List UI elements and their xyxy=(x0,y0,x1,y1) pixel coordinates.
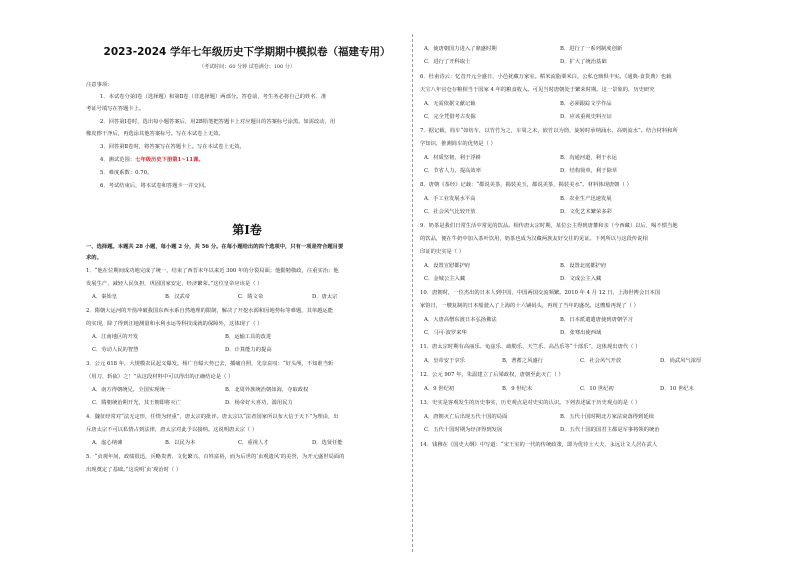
answer-option: B．北周外族统治朝如海，夺取政权 xyxy=(225,387,309,393)
answer-option: D．唐太宗 xyxy=(312,294,338,300)
exam-title: 2023-2024 学年七年级历史下学期期中模拟卷（福建专用） xyxy=(103,46,391,58)
question-text: 出现奠定了基础。”这说明‘贞’观治时（ ） xyxy=(86,467,182,473)
notice-range-label: 4．测试范围： xyxy=(100,157,136,163)
answer-option: C．重视人才 xyxy=(238,440,269,446)
answer-option: D．扩大了统治基础 xyxy=(560,59,607,65)
answer-option: B．设置北庭都护府 xyxy=(560,263,607,269)
answer-option: A．江南地区的开发 xyxy=(92,334,139,340)
question-text: 10．唐朝时，一位杰出的日本人到中国，中国两国交流频繁。2010 年 4 月 12 日，上海世博会日本国 xyxy=(420,290,661,296)
answer-option: C．完全凭借考古发掘 xyxy=(424,114,476,120)
notice-item: 3．回答第Ⅱ卷时，将答案写在答题卡上。写在本试卷上无效。 xyxy=(100,144,245,150)
answer-option: D．文化艺术繁荣多彩 xyxy=(560,209,612,215)
answer-option: D．结构简单，利于除草 xyxy=(560,168,618,174)
answer-option: D．五代十国的国君主都是军事将领的统治 xyxy=(560,427,660,433)
question-text: 9．奶茶是我们日常生活中常见的饮品。相传唐太宗时期，某位公主得到唐蕃和亲（今西藏）以后，喝不惯当地 xyxy=(420,223,678,229)
answer-option: A．皇帝安于享乐 xyxy=(424,358,465,364)
question-text: 1．“他在位期间成功地完成了统一，结束了西晋末年以来近 300 年的分裂局面；他勤勉敬政，注重实治；他 xyxy=(86,268,339,274)
answer-option: C．马可·波罗来华 xyxy=(424,330,467,336)
answer-option: C．金城公主入藏 xyxy=(424,276,466,282)
answer-option: B．农业生产迅速发展 xyxy=(560,196,612,202)
question-text: 11．唐太宗时期有高丽乐、龟兹乐、疏勒乐、天竺乐、高昌乐等“十部乐”，这体现出唐代（ ） xyxy=(420,344,641,350)
notice-item: 6．考试结束后，将本试卷和答题卡一并交回。 xyxy=(100,183,210,189)
question-text: 家馆日，一艘复制的日本船驶入了上海的十六铺码头，再现了当年的盛况。这艘船再现了（ ） xyxy=(420,303,639,309)
column-divider xyxy=(412,34,413,552)
answer-option: B．9 世纪末 xyxy=(502,386,533,392)
notice-item: 2．回答第Ⅰ卷时，选出每小题答案后，用2B铅笔把答题卡上对应题目的答案标号涂黑。如需改动，用 xyxy=(100,119,336,125)
notice-item xyxy=(100,155,204,163)
answer-option: B．五代十国时期北方家法衰落得到延续 xyxy=(560,414,654,420)
answer-option: D．选贤任能 xyxy=(312,440,343,446)
answer-option: A．无需依据文献记载 xyxy=(424,101,476,107)
answer-option: D．文成公主入藏 xyxy=(560,276,602,282)
answer-option: B．以民为本 xyxy=(165,440,196,446)
question-text: 12．公元 907 年，朱温建立了后梁政权，唐朝至此灭亡（ ） xyxy=(420,372,564,378)
answer-option: B．必须跟踪文学作品 xyxy=(560,101,612,107)
answer-option: A．秦始皇 xyxy=(92,294,118,300)
answer-option: B．日本派遣遣唐使到唐朝学习 xyxy=(560,317,633,323)
answer-option: B．进行了一系列制度创新 xyxy=(560,46,623,52)
answer-option: C．隋朝统治期开光，其王朝即将灭亡 xyxy=(92,400,181,406)
question-text: 3．公元 618 年，大规模农民起义爆发。杨广自缢大势已去，插痛自照，先奈哀叹：“好头颅，不知谁当斩 xyxy=(86,361,334,367)
notice-item: 橡皮擦干净后，再选涂其他答案标号。写在本试卷上无效。 xyxy=(86,131,224,137)
question-text: 6．杜甫诗云：忆昔开元全盛日，小邑犹藏万家室。稻米流脂粟米白，公私仓廪俱丰实。《通典·食货典》也载 xyxy=(420,74,672,80)
question-text: 13．史实是客观发生的历史事实，历史观点是对史实的认识。下列表述属于历史观点的是（ ） xyxy=(420,400,641,406)
question-text: 4．魏征经常对“法无定形，任情为轻重”，唐太宗的批评。唐太宗以“法者国家所以布大信于天下”为理由，出 xyxy=(86,414,339,420)
notice-item: 考证号填写在答题卡上。 xyxy=(86,106,145,112)
question-text: 天宝八年官仓存粮相当于国家 4 年的粮食收入。可见当时唐朝处于繁荣时期。这一景象的，历史研究 xyxy=(420,87,655,93)
answer-option: D．10 世纪末 xyxy=(660,386,694,392)
answer-option: C．10 世纪初 xyxy=(580,386,614,392)
answer-option: A．南方得朝统兄，全国实现统一 xyxy=(92,387,170,393)
question-text: 的实现，除了得到汪地测量和水利水运等科技成就的保障外，这体现了（ ） xyxy=(86,321,263,327)
answer-option: D．尚武风气浓厚 xyxy=(660,358,702,364)
question-text: 学知识，推测简车的优势是（ ） xyxy=(420,141,496,147)
answer-option: A．唐朝灭亡后出现五代十国的局面 xyxy=(424,414,508,420)
answer-option: C．隋文帝 xyxy=(238,294,264,300)
answer-option: D．张骞出使西域 xyxy=(560,330,602,336)
answer-option: B．著蓄之风盛行 xyxy=(502,358,543,364)
answer-option: D．应该重视史料互证 xyxy=(560,114,612,120)
question-text: 发展生产，减轻人民负担，巩固国家安定，经济繁荣。”这位皇帝应该是（ ） xyxy=(86,281,263,287)
question-text: 14．钱穆在《国史大纲》中写道：“宋王室的一代的传统政策，即为优待士大夫，永远让文人居在武人 xyxy=(420,442,658,448)
answer-option: A．大唐高僧东渡日本弘扬佛法 xyxy=(424,317,497,323)
question-text: 7．据记载，简车“如纺车，以竹竹为之，车周之末，嵌竹以为筒，旋转时承纳涌水，高则流水”。结合材料和所 xyxy=(420,128,678,134)
notice-item: 1．本试卷分第Ⅰ卷（选择题）和第Ⅱ卷（非选择题）两部分。答卷前，考生务必将自己的姓名、准 xyxy=(100,94,327,100)
answer-option: D．杨帝好大喜功，滥用民力 xyxy=(225,400,293,406)
answer-option: C．社会风气比较开放 xyxy=(424,209,476,215)
question-text: 8．唐朝《茶经》记载：“都说美茶，揭装美玉，都说美茶，揭装美水”。材料体现唐朝（ ） xyxy=(420,182,632,188)
answer-option: C．进行了开科取士 xyxy=(424,59,471,65)
question-text: 的饮品，便在牛奶中加入茶叶饮用，奶茶也成为汉藏两族友好交往的见证。下列所以与这段传说相 xyxy=(420,236,648,242)
answer-option: C．劳动人民的智慧 xyxy=(92,347,139,353)
answer-option: A．设置宣慰都护府 xyxy=(424,263,471,269)
question-instruction: 一、选择题。本题共 28 小题，每小题 2 分，共 56 分。在每小题给出的四个选项中，只有一项是符合题目要 xyxy=(86,244,344,250)
question-text: 印证的史实是（ ） xyxy=(420,249,465,255)
question-instruction: 求的。 xyxy=(86,255,102,261)
question-text: 斥唐太宗不可以私情占到法律，唐太宗对此予以接纳。这说明唐太宗（ ） xyxy=(86,427,258,433)
answer-option: C．五代十国时期为经济得到发展 xyxy=(424,427,503,433)
answer-option: B．运输工具的改进 xyxy=(225,334,272,340)
answer-option: A．使唐朝国力进入了鼎盛时期 xyxy=(424,46,497,52)
question-text: 2．隋朝大运河的开凿冲破我国东西水系自然地理的限制，解决了开挖水源和因地势标等难题，其单越运能 xyxy=(86,308,334,314)
answer-option: B．沟通河道，利于水运 xyxy=(560,155,617,161)
notice-range-value: 七年级历史下册第1~11课。 xyxy=(135,157,204,163)
answer-option: B．汉武帝 xyxy=(165,294,191,300)
answer-option: D．计算能力的提高 xyxy=(225,347,272,353)
answer-option: A．手工业发展水平高 xyxy=(424,196,476,202)
answer-option: A．虚心纳谏 xyxy=(92,440,123,446)
question-text: （用刀、斩砍）之！”从这段材料中可以得出的正确结论是（ ） xyxy=(86,374,234,380)
section-title: 第Ⅰ卷 xyxy=(232,223,262,237)
answer-option: C．社会风气开放 xyxy=(580,358,622,364)
answer-option: C．节省人力，提高效率 xyxy=(424,168,482,174)
exam-subtitle: （考试时间：60 分钟 试卷满分：100 分） xyxy=(199,64,295,70)
notice-heading: 注意事项： xyxy=(86,82,113,88)
answer-option: A．9 世纪初 xyxy=(424,386,455,392)
notice-item: 5．难度系数：0.70。 xyxy=(100,170,153,176)
answer-option: A．材质坚韧，利于浮耕 xyxy=(424,155,481,161)
question-text: 5．“贞观年间，政绩很迅，兵略贵著、文化繁兴、百姓富裕，而为后世的‘贞观遗风’的美誉，为开元盛世局面的 xyxy=(86,454,345,460)
